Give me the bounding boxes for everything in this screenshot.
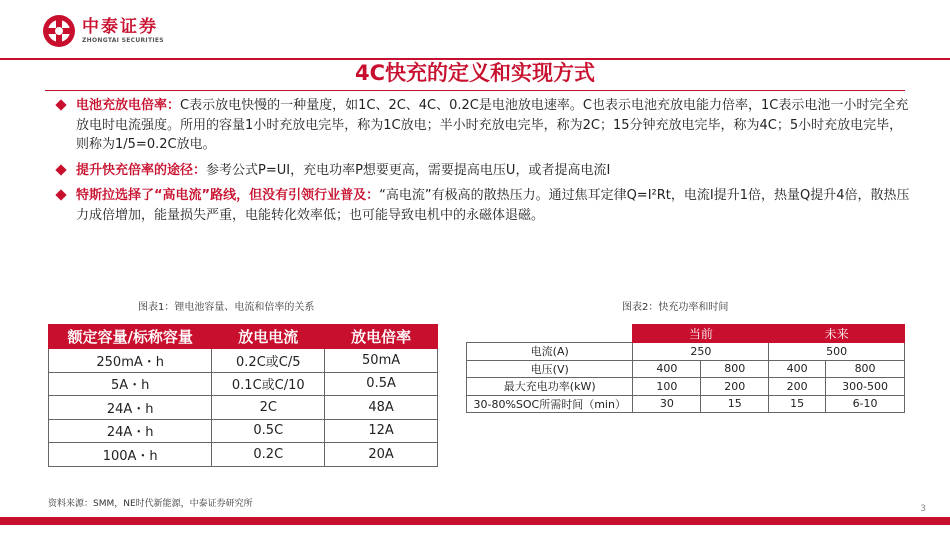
table1-caption: 图表1：锂电池容量、电流和倍率的关系	[138, 302, 315, 313]
bullet-key: 特斯拉选择了“高电流”路线，但没有引领行业普及：	[76, 188, 380, 203]
table-cell: 0.5A	[325, 372, 438, 396]
table-header-row	[467, 325, 905, 343]
table-row	[49, 372, 438, 396]
table-cell: 250	[633, 343, 769, 361]
row-label: 30-80%SOC所需时间（min）	[467, 395, 633, 413]
logo-mark-icon	[42, 14, 76, 48]
table-cell: 100	[633, 378, 701, 396]
table-cell: 24A・h	[49, 396, 212, 420]
bullet-item	[52, 96, 912, 155]
bullet-key: 电池充放电倍率：	[76, 98, 181, 113]
table-row	[49, 396, 438, 420]
table-cell: 100A・h	[49, 443, 212, 467]
table-cell: 400	[769, 360, 826, 378]
table2-caption: 图表2：快充功率和时间	[622, 302, 729, 313]
diamond-bullet-icon	[55, 99, 66, 110]
row-label: 电压(V)	[467, 360, 633, 378]
table-row	[49, 419, 438, 443]
table-cell: 800	[701, 360, 769, 378]
column-header: 额定容量/标称容量	[49, 325, 212, 349]
table-cell: 5A・h	[49, 372, 212, 396]
table-row	[467, 360, 905, 378]
table-cell: 800	[826, 360, 905, 378]
table-cell: 400	[633, 360, 701, 378]
footer-bar	[0, 517, 950, 525]
page-number: 3	[920, 504, 926, 514]
bullet-text: 参考公式P=UI，充电功率P想要更高，需要提高电压U，或者提高电流I	[206, 162, 611, 178]
bullet-list	[52, 96, 912, 231]
table-cell: 200	[701, 378, 769, 396]
column-header: 放电倍率	[325, 325, 438, 349]
bullet-key: 提升快充倍率的途径：	[76, 162, 207, 178]
table-cell: 500	[769, 343, 905, 361]
capacity-rate-table	[48, 324, 438, 467]
group-header-future: 未来	[769, 325, 905, 343]
table-row	[467, 378, 905, 396]
row-label: 最大充电功率(kW)	[467, 378, 633, 396]
logo-name-en: ZHONGTAI SECURITIES	[82, 37, 164, 44]
bullet-item	[52, 161, 912, 181]
empty-header-cell	[467, 325, 633, 343]
table-cell: 12A	[325, 419, 438, 443]
diamond-bullet-icon	[55, 164, 66, 175]
table-cell: 2C	[212, 396, 325, 420]
table-cell: 15	[769, 395, 826, 413]
column-header: 放电电流	[212, 325, 325, 349]
table-cell: 0.2C或C/5	[212, 349, 325, 373]
row-label: 电流(A)	[467, 343, 633, 361]
table-cell: 0.5C	[212, 419, 325, 443]
bullet-text: C表示放电快慢的一种量度，如1C、2C、4C、0.2C是电池放电速率。C也表示电池充放电能力倍率，1C表示电池一小时完全充放电时电流强度。所用的容量1小时充放电完毕，称为1C放电；半小时充放电完毕，称为2C；15分钟充放电完毕，称为4C；5小时充放电完毕，则称为1/5=0.2C放电。	[76, 98, 909, 152]
group-header-current: 当前	[633, 325, 769, 343]
table-row	[49, 349, 438, 373]
table-cell: 30	[633, 395, 701, 413]
logo-name-cn: 中泰证券	[82, 17, 158, 37]
table-row	[467, 395, 905, 413]
fast-charge-table	[466, 324, 905, 413]
table-cell: 0.1C或C/10	[212, 372, 325, 396]
table-cell: 20A	[325, 443, 438, 467]
diamond-bullet-icon	[55, 189, 66, 200]
table-cell: 200	[769, 378, 826, 396]
table-cell: 0.2C	[212, 443, 325, 467]
table-cell: 24A・h	[49, 419, 212, 443]
table-cell: 15	[701, 395, 769, 413]
table-row	[467, 343, 905, 361]
title-divider	[45, 90, 905, 91]
table-cell: 48A	[325, 396, 438, 420]
table-row	[49, 443, 438, 467]
bullet-item	[52, 186, 912, 225]
company-logo	[42, 14, 164, 48]
table-cell: 50mA	[325, 349, 438, 373]
bullet-text: “高电流”有极高的散热压力。通过焦耳定律Q=I²Rt，电流I提升1倍，热量Q提升4倍，散热压力成倍增加，能量损失严重，电能转化效率低；也可能导致电机中的永磁体退磁。	[76, 188, 910, 223]
table-cell: 6-10	[826, 395, 905, 413]
source-note: 资料来源：SMM，NE时代新能源，中泰证券研究所	[48, 499, 253, 509]
table-cell: 300-500	[826, 378, 905, 396]
table-cell: 250mA・h	[49, 349, 212, 373]
slide-title: 4C快充的定义和实现方式	[354, 61, 596, 85]
table-header-row	[49, 325, 438, 349]
